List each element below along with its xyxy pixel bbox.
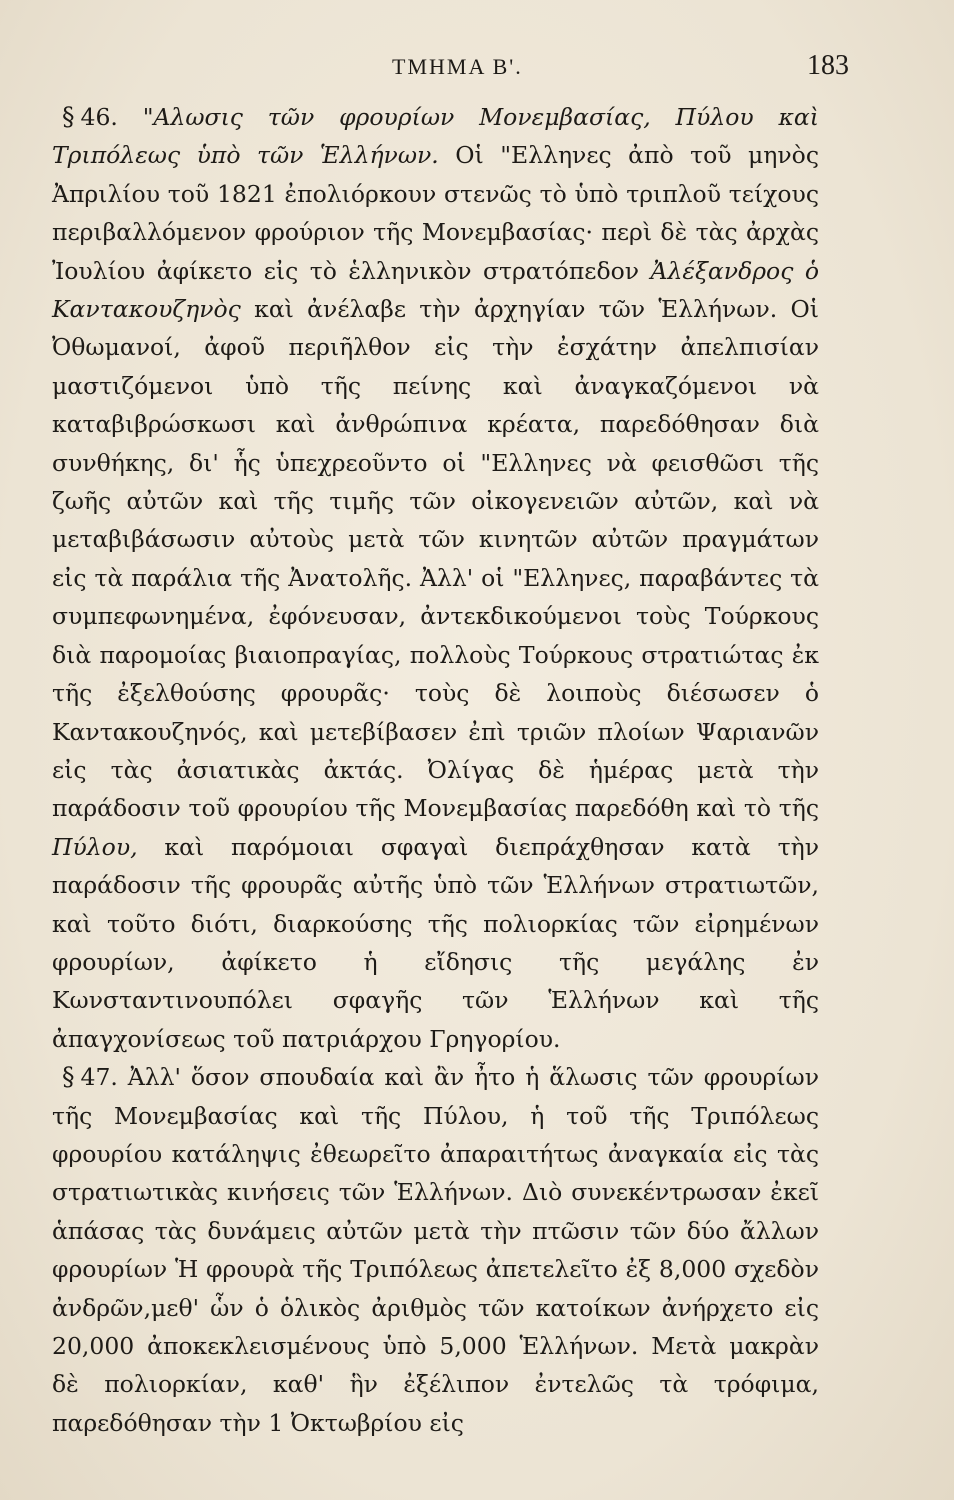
body-text — [52, 98, 819, 1442]
section-number: 46. — [80, 103, 118, 131]
header-title: ΤΜΗΜΑ Β'. — [392, 54, 523, 79]
section-number: 47. — [80, 1063, 118, 1092]
place-name: Πύλου, — [52, 832, 138, 861]
paragraph-47 — [52, 1058, 819, 1442]
person-name: Ἀλέξανδρος ὁ Καντακουζηνὸς — [52, 256, 819, 324]
section-mark-icon: § — [62, 1062, 75, 1092]
running-header — [52, 46, 849, 86]
section-mark-icon: § — [62, 102, 75, 131]
paragraph-text: καὶ ἀνέλαβε τὴν ἀρχηγίαν τῶν Ἑλλήνων. Οἱ Ὀθωμανοί, ἀφοῦ περιῆλθον εἰς τὴν ἐσχάτην ἀπελπισίαν μαστιζόμενοι ὑπὸ τῆς πείνης καὶ ἀναγκαζόμενοι νὰ καταβιβρώσκωσι καὶ ἀνθρώπινα κρέατα, παρεδόθησαν διὰ συνθήκης, δι' ἧς ὑπεχρεοῦντο οἱ "Ελληνες νὰ φεισθῶσι τῆς ζωῆς αὐτῶν καὶ τῆς τιμῆς τῶν οἰκογενειῶν αὐτῶν, καὶ νὰ μεταβιβάσωσιν αὐτοὺς μετὰ τῶν κινητῶν αὐτῶν πραγμάτων εἰς τὰ παράλια τῆς Ἀνατολῆς. Ἀλλ' οἱ "Ελληνες, παραβάντες τὰ συμπεφωνημένα, ἐφόνευσαν, ἀντεκδικούμενοι τοὺς Τούρκους διὰ παρομοίας βιαιοπραγίας, πολλοὺς Τούρκους στρατιώτας ἐκ τῆς ἐξελθούσης φρουρᾶς· τοὺς δὲ λοιποὺς διέσωσεν ὁ Καντακουζηνός, καὶ μετεβίβασεν ἐπὶ τριῶν πλοίων Ψαριανῶν εἰς τὰς ἀσιατικὰς ἀκτάς. Ὀλίγας δὲ ἡμέρας μετὰ τὴν παράδοσιν τοῦ φρουρίου τῆς Μονεμβασίας παρεδόθη καὶ τὸ τῆς — [52, 295, 819, 823]
paragraph-text: καὶ παρόμοιαι σφαγαὶ διεπράχθησαν κατὰ τὴν παράδοσιν τῆς φρουρᾶς αὐτῆς ὑπὸ τῶν Ἑλλήνων στρατιωτῶν, καὶ τοῦτο διότι, διαρκούσης τῆς πολιορκίας τῶν εἰρημένων φρουρίων, ἀφίκετο ἡ εἴδησις τῆς μεγάλης ἐν Κωνσταντινουπόλει σφαγῆς τῶν Ἑλλήνων καὶ τῆς ἀπαγχονίσεως τοῦ πατριάρχου Γρηγορίου. — [52, 832, 819, 1053]
section-heading: "Αλωσις τῶν φρουρίων Μονεμβασίας, Πύλου καὶ Τριπόλεως ὑπὸ τῶν Ἑλλήνων. — [52, 103, 819, 170]
paragraph-text: Ἀλλ' ὅσον σπουδαία καὶ ἂν ἦτο ἡ ἅλωσις τῶν φρουρίων τῆς Μονεμβασίας καὶ τῆς Πύλου, ἡ τοῦ τῆς Τριπόλεως φρουρίου κατάληψις ἐθεωρεῖτο ἀπαραιτήτως ἀναγκαία εἰς τὰς στρατιωτικὰς κινήσεις τῶν Ἑλλήνων. Διὸ συνεκέντρωσαν ἐκεῖ ἁπάσας τὰς δυνάμεις αὐτῶν μετὰ τὴν πτῶσιν τῶν δύο ἄλλων φρουρίων Ἡ φρουρὰ τῆς Τριπόλεως ἀπετελεῖτο ἐξ 8,000 σχεδὸν ἀνδρῶν,μεθ' ὧν ὁ ὁλικὸς ἀριθμὸς τῶν κατοίκων ἀνήρχετο εἰς 20,000 ἀποκεκλεισμένους ὑπὸ 5,000 Ἑλλήνων. Μετὰ μακρὰν δὲ πολιορκίαν, καθ' ἣν ἐξέλιπον ἐντελῶς τὰ τρόφιμα, παρεδόθησαν τὴν 1 Ὀκτωβρίου εἰς — [52, 1063, 819, 1437]
paragraph-46 — [52, 98, 819, 1058]
paragraph-text: Οἱ "Ελληνες ἀπὸ τοῦ μηνὸς Ἀπριλίου τοῦ 1821 ἐπολιόρκουν στενῶς τὸ ὑπὸ τριπλοῦ τείχους περιβαλλόμενον φρούριον τῆς Μονεμβασίας· περὶ δὲ τὰς ἀρχὰς Ἰουλίου ἀφίκετο εἰς τὸ ἑλληνικὸν στρατόπεδον — [52, 141, 819, 285]
page-number: 183 — [807, 50, 849, 81]
